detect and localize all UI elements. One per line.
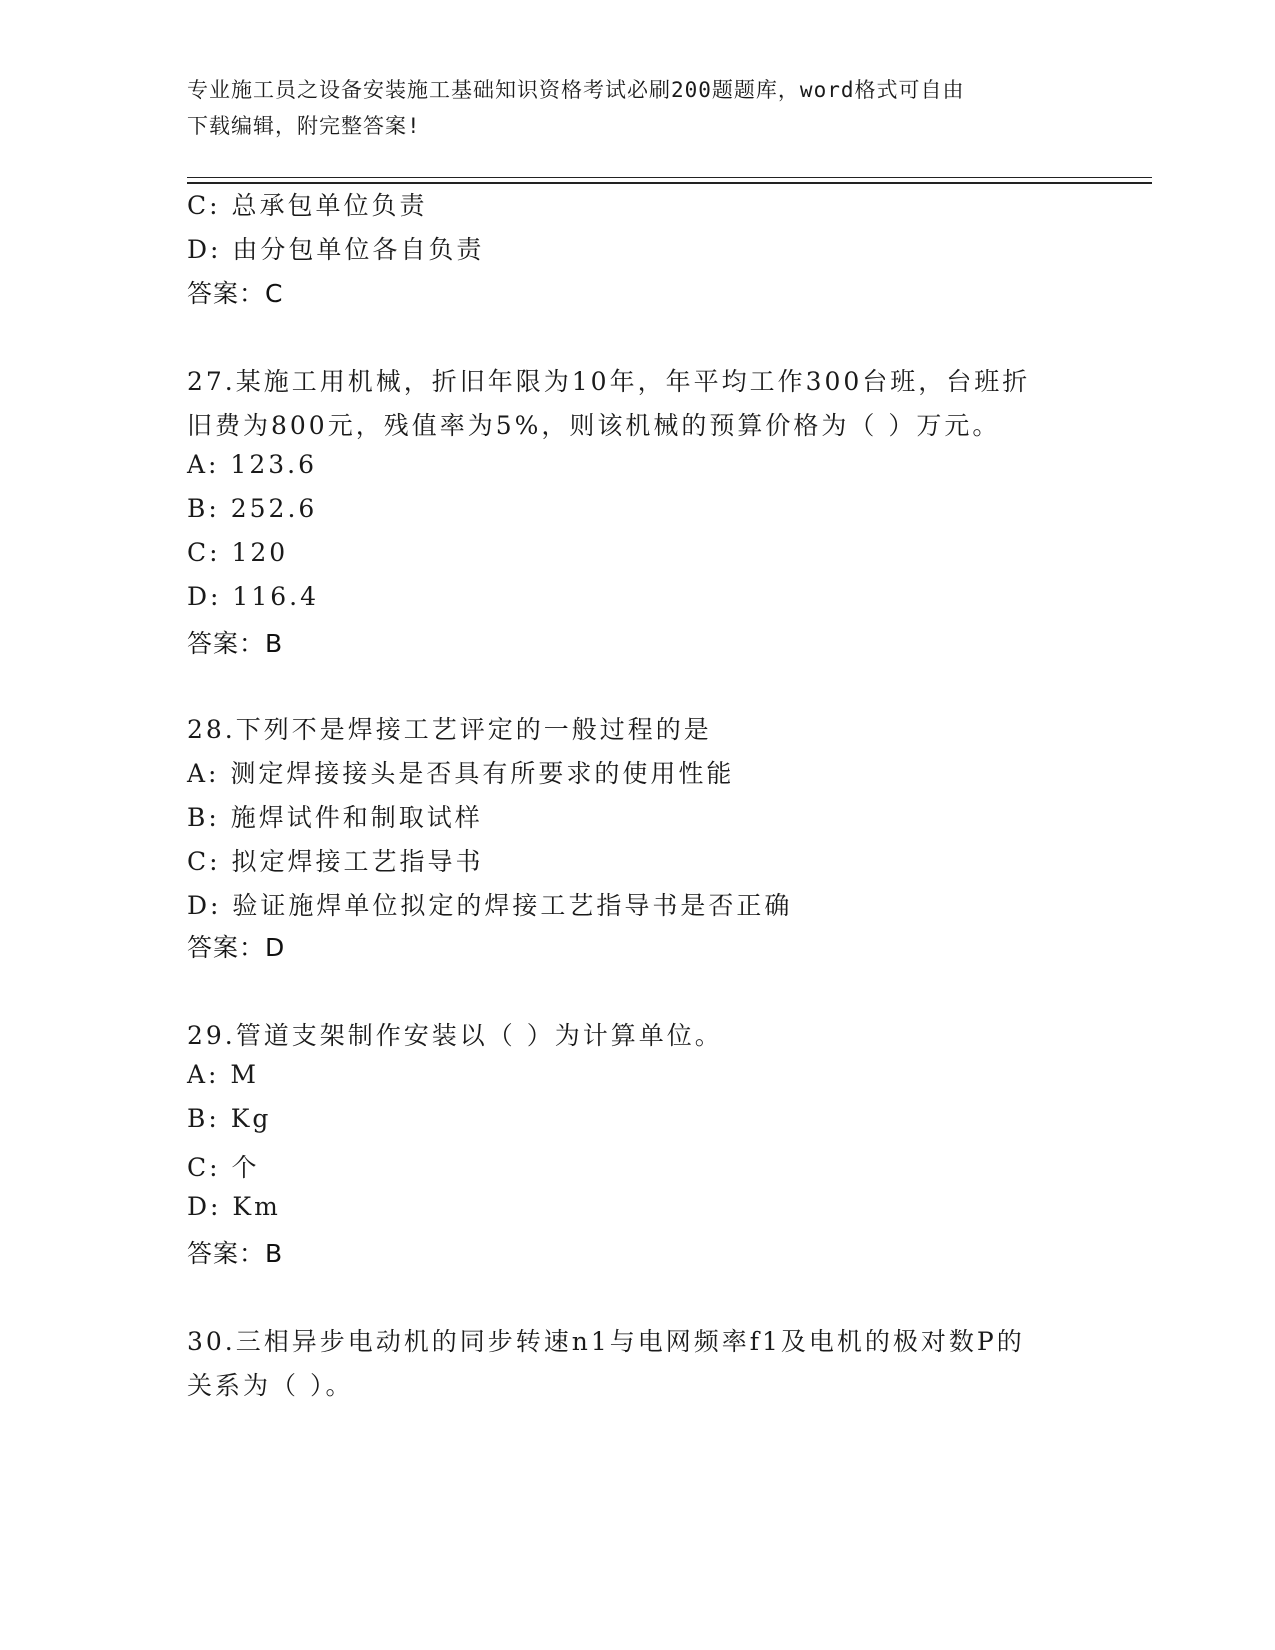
- q26-answer: 答案：C: [187, 279, 284, 308]
- q26-option-d: D: 由分包单位各自负责: [187, 235, 485, 264]
- q28-option-c: C: 拟定焊接工艺指导书: [187, 847, 484, 876]
- header-divider-thick: [187, 182, 1152, 184]
- document-header: [187, 72, 1067, 144]
- q27-option-c: C: 120: [187, 538, 289, 567]
- q29-option-d: D: Km: [187, 1192, 281, 1221]
- q27-option-a: A: 123.6: [187, 450, 317, 479]
- header-divider-thin: [187, 177, 1152, 178]
- q28-option-b: B: 施焊试件和制取试样: [187, 803, 483, 832]
- header-line-2: 下载编辑，附完整答案!: [187, 114, 421, 138]
- q30-stem-line-1: 30.三相异步电动机的同步转速n1与电网频率f1及电机的极对数P的: [187, 1327, 1025, 1356]
- q28-answer: 答案：D: [187, 933, 286, 962]
- q27-stem-line-1: 27.某施工用机械，折旧年限为10年，年平均工作300台班，台班折: [187, 367, 1031, 396]
- q28-option-a: A: 测定焊接接头是否具有所要求的使用性能: [187, 759, 735, 788]
- q28-stem: 28.下列不是焊接工艺评定的一般过程的是: [187, 715, 712, 744]
- q29-stem: 29.管道支架制作安装以（ ）为计算单位。: [187, 1021, 723, 1050]
- q29-option-b: B: Kg: [187, 1104, 272, 1133]
- q27-option-d: D: 116.4: [187, 582, 319, 611]
- q29-option-a: A: M: [187, 1060, 260, 1089]
- header-line-1: 专业施工员之设备安装施工基础知识资格考试必刷200题题库，word格式可自由: [187, 78, 965, 102]
- q29-option-c: C: 个: [187, 1153, 260, 1182]
- q26-option-c: C: 总承包单位负责: [187, 191, 428, 220]
- q27-answer: 答案：B: [187, 629, 284, 658]
- q28-option-d: D: 验证施焊单位拟定的焊接工艺指导书是否正确: [187, 891, 793, 920]
- q30-stem-line-2: 关系为（ ）。: [187, 1371, 354, 1400]
- q27-option-b: B: 252.6: [187, 494, 318, 523]
- q29-answer: 答案：B: [187, 1239, 284, 1268]
- q27-stem-line-2: 旧费为800元，残值率为5%，则该机械的预算价格为（ ）万元。: [187, 411, 1001, 440]
